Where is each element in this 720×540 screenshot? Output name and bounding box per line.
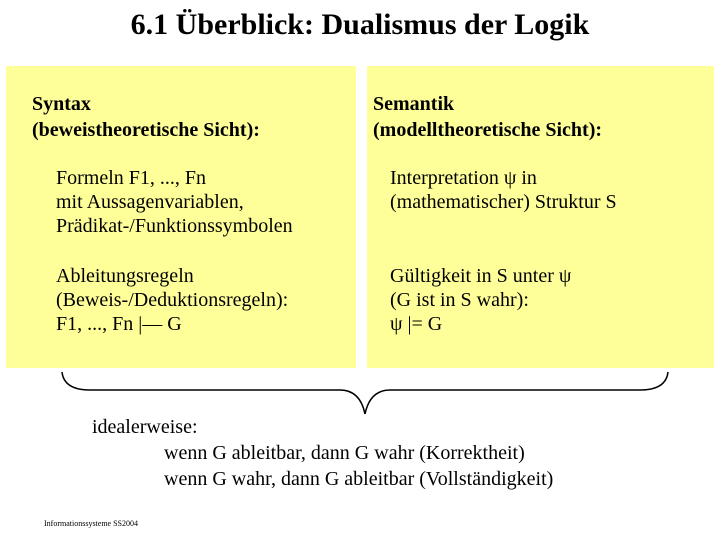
semantics-heading-line1: Semantik [373,93,455,115]
formulas-line1: Formeln F1, ..., Fn [56,167,207,189]
syntax-heading-line2: (beweistheoretische Sicht): [32,119,260,141]
syntax-panel [6,66,356,368]
validity-line2: (G ist in S wahr): [390,289,529,311]
interpretation-line1: Interpretation ψ in [390,167,537,189]
conclusion-completeness: wenn G wahr, dann G ableitbar (Vollständigkeit) [164,468,554,490]
interpretation-block [390,166,617,214]
derivation-rules-line1: Ableitungsregeln [56,265,194,287]
syntax-heading [32,91,260,143]
derivation-rules-line2: (Beweis-/Deduktionsregeln): [56,289,289,311]
semantics-heading [373,91,602,143]
interpretation-line2: (mathematischer) Struktur S [390,191,617,213]
brace-icon [60,368,670,418]
conclusion-correctness: wenn G ableitbar, dann G wahr (Korrektheit) [164,442,525,464]
derivation-rules-line3: F1, ..., Fn |— G [56,313,182,335]
validity-block [390,264,571,336]
formulas-block [56,166,293,238]
footer-course-label: Informationssysteme SS2004 [44,519,138,528]
slide-title: 6.1 Überblick: Dualismus der Logik [130,8,590,41]
validity-line3: ψ |= G [390,313,443,335]
validity-line1: Gültigkeit in S unter ψ [390,265,572,287]
conclusion-intro: idealerweise: [92,416,198,438]
formulas-line3: Prädikat-/Funktionssymbolen [56,215,293,237]
formulas-line2: mit Aussagenvariablen, [56,191,244,213]
syntax-heading-line1: Syntax [32,93,91,115]
semantics-heading-line2: (modelltheoretische Sicht): [373,119,603,141]
semantics-panel [367,66,714,368]
derivation-rules-block [56,264,288,336]
